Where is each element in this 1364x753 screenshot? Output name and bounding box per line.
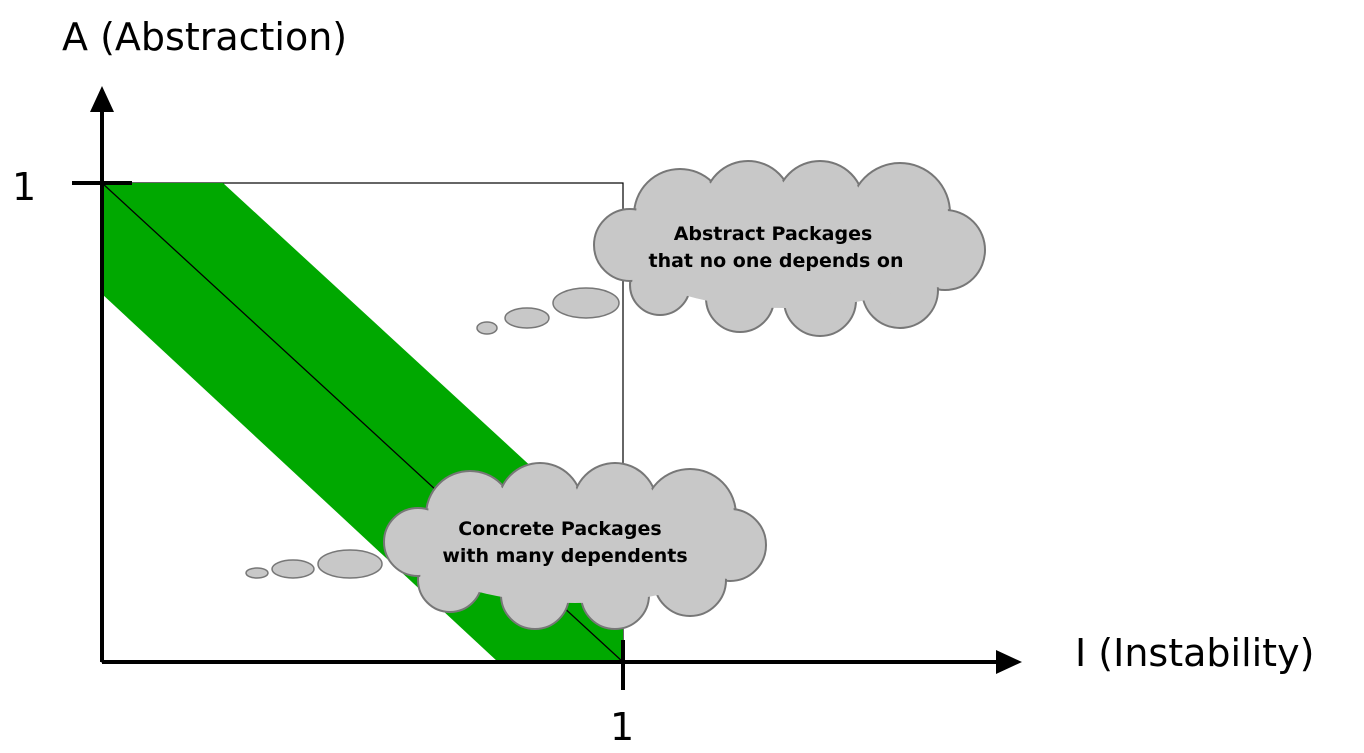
thought-bubble-large: [318, 550, 382, 578]
y-tick-label: 1: [12, 165, 37, 209]
x-axis-arrow: [996, 650, 1022, 674]
cloud-top-line2: that no one depends on: [648, 250, 904, 272]
thought-bubble-small: [477, 322, 497, 334]
thought-bubble-small: [246, 568, 268, 578]
thought-bubbles-top: [477, 288, 619, 334]
thought-bubbles-bottom: [246, 550, 382, 578]
thought-bubble-medium: [272, 560, 314, 578]
cloud-bottom-line2: with many dependents: [442, 545, 688, 567]
thought-bubble-medium: [505, 308, 549, 328]
y-axis-arrow: [90, 86, 114, 112]
cloud-top-line1: Abstract Packages: [673, 223, 873, 245]
x-tick-label: 1: [610, 705, 635, 749]
thought-bubble-large: [553, 288, 619, 318]
cloud-abstract-packages: [594, 161, 985, 336]
x-axis-label: I (Instability): [1075, 631, 1315, 675]
cloud-bottom-line1: Concrete Packages: [458, 518, 662, 540]
y-axis-label: A (Abstraction): [62, 15, 348, 59]
